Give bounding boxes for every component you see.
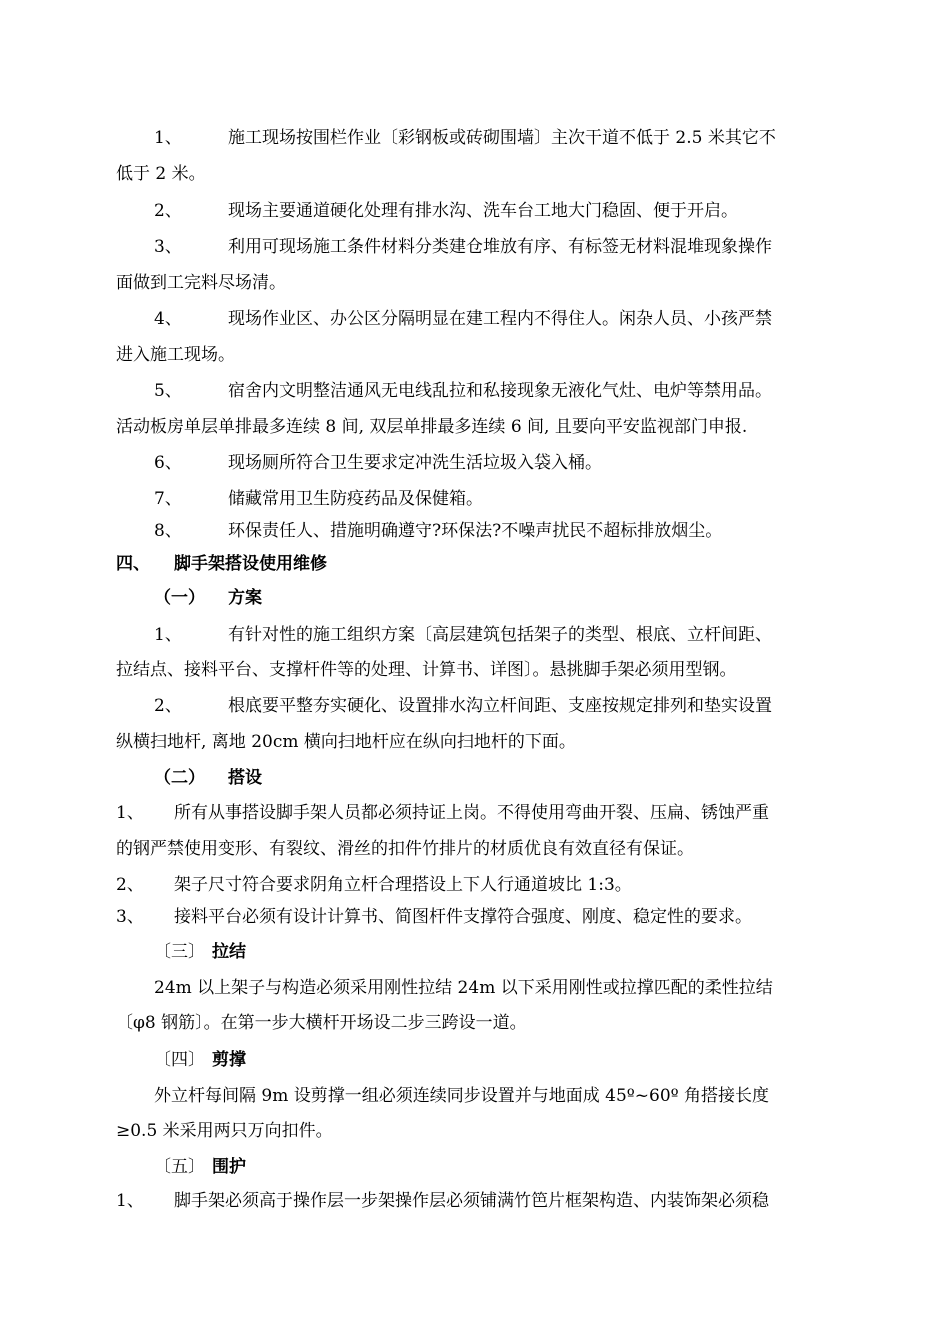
subsection-title: 搭设 xyxy=(228,768,262,788)
item-text: 现场厕所符合卫生要求定冲洗生活垃圾入袋入桶。 xyxy=(228,453,602,473)
subsection-title: 拉结 xyxy=(212,942,246,962)
item-number: 3、 xyxy=(154,237,182,257)
subsection-number: （二） xyxy=(154,768,205,788)
paragraph-continuation: ≥0.5 米采用两只万向扣件。 xyxy=(116,1121,333,1141)
subsection-title: 围护 xyxy=(212,1157,246,1177)
item-text: 储藏常用卫生防疫药品及保健箱。 xyxy=(228,489,483,509)
item-text: 施工现场按围栏作业〔彩钢板或砖砌围墙〕主次干道不低于 2.5 米其它不 xyxy=(228,128,776,148)
item-text: 现场作业区、办公区分隔明显在建工程内不得住人。闲杂人员、小孩严禁 xyxy=(228,309,772,329)
section-title: 脚手架搭设使用维修 xyxy=(174,554,327,574)
section-number: 四、 xyxy=(116,554,150,574)
paragraph-text: 24m 以上架子与构造必须采用刚性拉结 24m 以下采用刚性或拉撑匹配的柔性拉结 xyxy=(154,978,773,998)
item-text: 脚手架必须高于操作层一步架操作层必须铺满竹笆片框架构造、内装饰架必须稳 xyxy=(174,1191,769,1211)
item-text: 接料平台必须有设计计算书、简图杆件支撑符合强度、刚度、稳定性的要求。 xyxy=(174,907,752,927)
paragraph-continuation: 〔φ8 钢筋〕。在第一步大横杆开场设二步三跨设一道。 xyxy=(116,1013,527,1033)
subsection-number: （一） xyxy=(154,588,205,608)
subsection-title: 剪撑 xyxy=(212,1050,246,1070)
item-continuation: 的钢严禁使用变形、有裂纹、滑丝的扣件竹排片的材质优良有效直径有保证。 xyxy=(116,839,694,859)
item-text: 所有从事搭设脚手架人员都必须持证上岗。不得使用弯曲开裂、压扁、锈蚀严重 xyxy=(174,803,769,823)
item-number: 2、 xyxy=(154,201,182,221)
item-continuation: 活动板房单层单排最多连续 8 间, 双层单排最多连续 6 间, 且要向平安监视部门申报. xyxy=(116,417,748,437)
item-number: 2、 xyxy=(154,696,182,716)
subsection-title: 方案 xyxy=(228,588,262,608)
item-continuation: 低于 2 米。 xyxy=(116,164,206,184)
item-number: 7、 xyxy=(154,489,182,509)
item-number: 1、 xyxy=(154,625,182,645)
item-text: 环保责任人、措施明确遵守?环保法?不噪声扰民不超标排放烟尘。 xyxy=(228,521,723,541)
item-number: 1、 xyxy=(116,1191,144,1211)
subsection-number: 〔五〕 xyxy=(154,1157,205,1177)
item-number: 4、 xyxy=(154,309,182,329)
subsection-number: 〔四〕 xyxy=(154,1050,205,1070)
item-number: 5、 xyxy=(154,381,182,401)
item-continuation: 纵横扫地杆, 离地 20cm 横向扫地杆应在纵向扫地杆的下面。 xyxy=(116,732,576,752)
item-number: 6、 xyxy=(154,453,182,473)
item-number: 1、 xyxy=(116,803,144,823)
item-number: 8、 xyxy=(154,521,182,541)
item-number: 2、 xyxy=(116,875,144,895)
item-number: 3、 xyxy=(116,907,144,927)
item-text: 根底要平整夯实硬化、设置排水沟立杆间距、支座按规定排列和垫实设置 xyxy=(228,696,772,716)
item-continuation: 进入施工现场。 xyxy=(116,345,235,365)
item-text: 利用可现场施工条件材料分类建仓堆放有序、有标签无材料混堆现象操作 xyxy=(228,237,772,257)
item-text: 宿舍内文明整洁通风无电线乱拉和私接现象无液化气灶、电炉等禁用品。 xyxy=(228,381,772,401)
item-text: 有针对性的施工组织方案〔高层建筑包括架子的类型、根底、立杆间距、 xyxy=(228,625,772,645)
item-text: 架子尺寸符合要求阴角立杆合理搭设上下人行通道坡比 1:3。 xyxy=(174,875,632,895)
item-text: 现场主要通道硬化处理有排水沟、洗车台工地大门稳固、便于开启。 xyxy=(228,201,738,221)
item-continuation: 拉结点、接料平台、支撑杆件等的处理、计算书、详图〕。悬挑脚手架必须用型钢。 xyxy=(116,660,737,680)
item-number: 1、 xyxy=(154,128,182,148)
paragraph-text: 外立杆每间隔 9m 设剪撑一组必须连续同步设置并与地面成 45º~60º 角搭接长度 xyxy=(154,1086,770,1106)
subsection-number: 〔三〕 xyxy=(154,942,205,962)
item-continuation: 面做到工完料尽场清。 xyxy=(116,273,286,293)
